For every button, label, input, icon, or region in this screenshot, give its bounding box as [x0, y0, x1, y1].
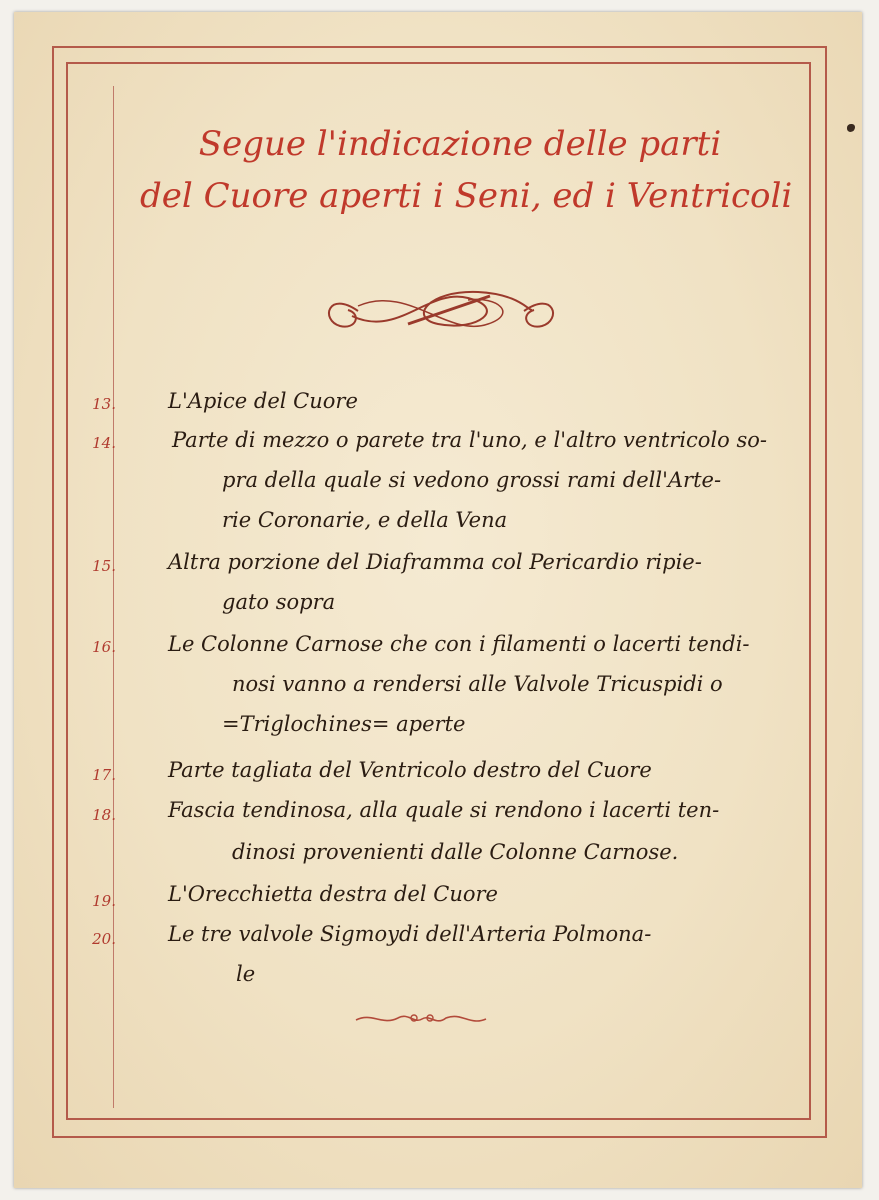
entry-text-line: Le tre valvole Sigmoydi dell'Arteria Polmona- — [168, 922, 652, 946]
entry-text-line: Parte di mezzo o parete tra l'uno, e l'altro ventricolo so- — [172, 428, 767, 452]
entry-text-line: =Triglochines= aperte — [222, 712, 466, 736]
entry-text-line: L'Orecchietta destra del Cuore — [168, 882, 498, 906]
entry-text-line: le — [236, 962, 256, 986]
calligraphic-flourish-icon — [318, 280, 564, 342]
entry-number: 18. — [92, 806, 116, 824]
margin-rule-line — [113, 86, 114, 1108]
entry-number: 20. — [92, 930, 116, 948]
entry-text-line: rie Coronarie, e della Vena — [222, 508, 508, 532]
page-title-line-2: del Cuore aperti i Seni, ed i Ventricoli — [140, 176, 793, 216]
entry-number: 16. — [92, 638, 116, 656]
entry-number: 15. — [92, 557, 116, 575]
entry-text-line: nosi vanno a rendersi alle Valvole Tricuspidi o — [232, 672, 723, 696]
entry-number: 17. — [92, 766, 116, 784]
page-title-line-1: Segue l'indicazione delle parti — [198, 124, 722, 164]
entry-text-line: dinosi provenienti dalle Colonne Carnose. — [232, 840, 679, 864]
entry-text-line: gato sopra — [222, 590, 336, 614]
entry-text-line: pra della quale si vedono grossi rami dell'Arte- — [222, 468, 722, 492]
inner-frame-border — [66, 62, 811, 1120]
entry-number: 19. — [92, 892, 116, 910]
entry-text-line: L'Apice del Cuore — [168, 389, 358, 413]
entry-number: 14. — [92, 434, 116, 452]
entry-text-line: Le Colonne Carnose che con i filamenti o lacerti tendi- — [168, 632, 750, 656]
entry-text-line: Altra porzione del Diaframma col Pericardio ripie- — [168, 550, 702, 574]
entry-number: 13. — [92, 395, 116, 413]
small-flourish-icon — [352, 1006, 490, 1032]
entry-text-line: Parte tagliata del Ventricolo destro del Cuore — [168, 758, 652, 782]
entry-text-line: Fascia tendinosa, alla quale si rendono i lacerti ten- — [168, 798, 720, 822]
